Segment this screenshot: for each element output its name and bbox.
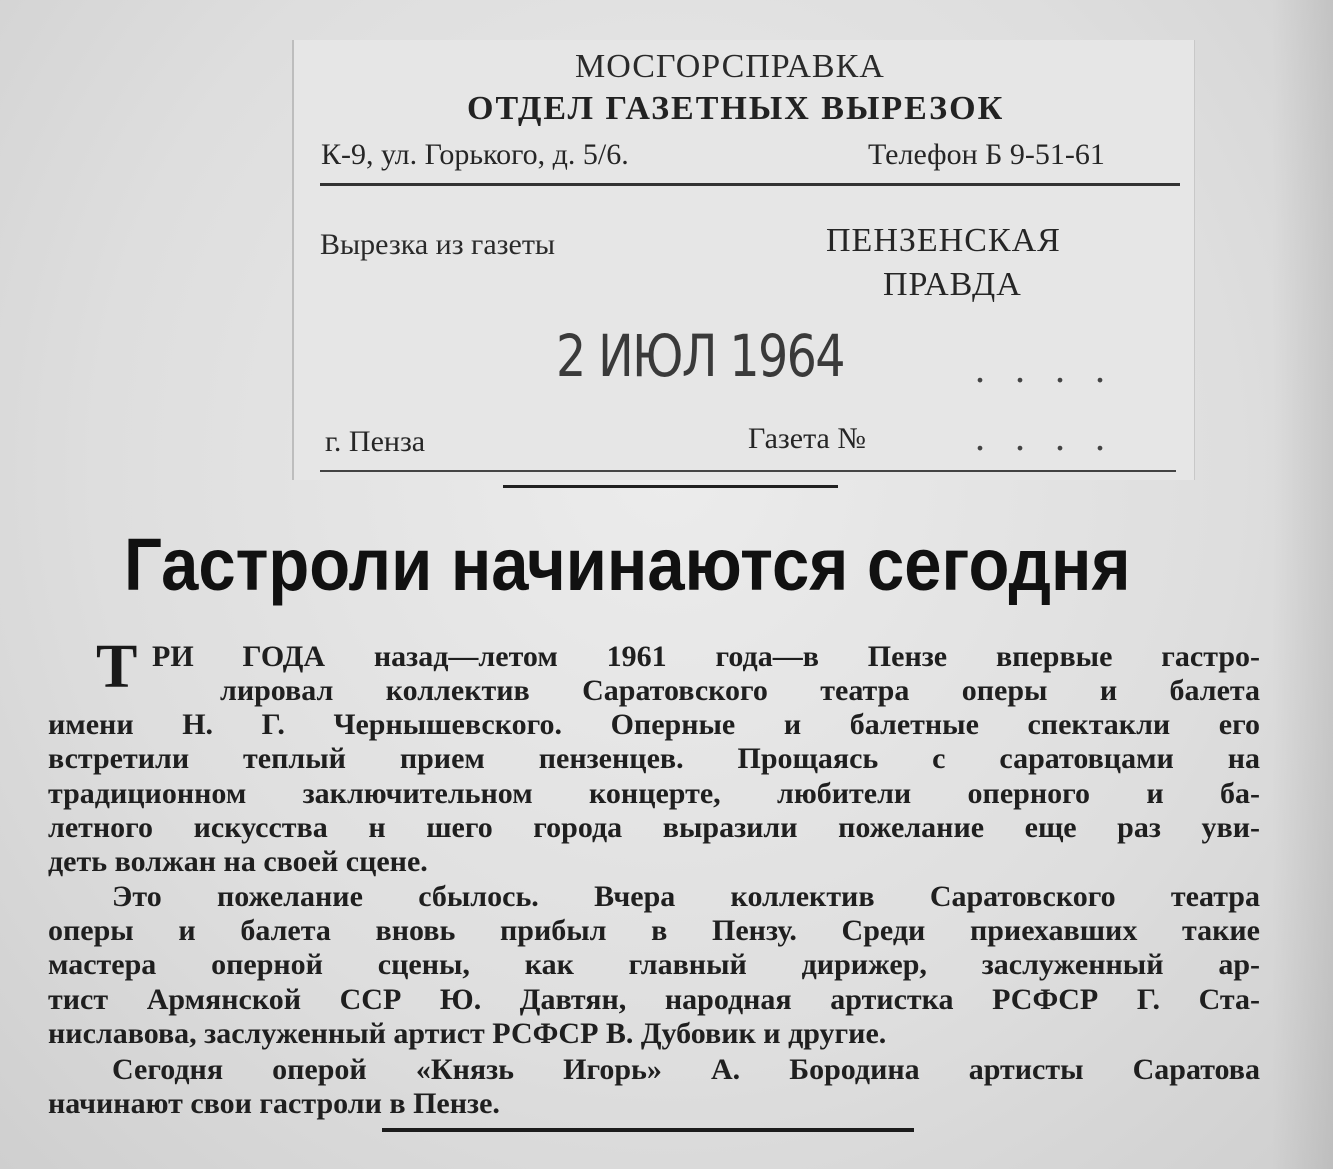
article-line: оперы и балета вновь прибыл в Пензу. Среди приехавших такие	[48, 914, 1260, 947]
city-label: г. Пенза	[325, 425, 426, 458]
newspaper-name-line1: ПЕНЗЕНСКАЯ	[826, 222, 1061, 259]
newspaper-name-line2: ПРАВДА	[883, 266, 1022, 303]
department-name: ОТДЕЛ ГАЗЕТНЫХ ВЫРЕЗОК	[467, 90, 1005, 127]
article-line: летного искусства н шего города выразили пожелание еще раз уви-	[48, 811, 1260, 844]
clip-label: Вырезка из газеты	[320, 228, 556, 261]
bureau-phone: Телефон Б 9-51-61	[868, 138, 1105, 171]
article-line: РИ ГОДА назад—летом 1961 года—в Пензе впервые гастро-	[152, 640, 1260, 673]
article-line: встретили теплый прием пензенцев. Прощаясь с саратовцами на	[48, 742, 1260, 775]
end-rule	[382, 1128, 914, 1132]
article-line: Сегодня оперой «Князь Игорь» А. Бородина артисты Саратова	[112, 1053, 1260, 1086]
article-line: традиционном заключительном концерте, любители оперного и ба-	[48, 777, 1260, 810]
article-line: лировал коллектив Саратовского театра оперы и балета	[220, 674, 1260, 707]
article-line: тист Армянской ССР Ю. Давтян, народная артистка РСФСР Г. Ста-	[48, 983, 1260, 1016]
date-dots: ....	[975, 346, 1135, 391]
bureau-name: МОСГОРСПРАВКА	[575, 48, 885, 85]
divider	[320, 183, 1180, 186]
bureau-address: К-9, ул. Горького, д. 5/6.	[321, 138, 629, 171]
article-line: ниславова, заслуженный артист РСФСР В. Дубовик и другие.	[48, 1017, 887, 1050]
issue-dots: ....	[975, 414, 1135, 459]
divider	[503, 485, 838, 488]
article-headline: Гастроли начинаются сегодня	[124, 523, 1131, 606]
date-stamp: 2 ИЮЛ 1964	[556, 322, 844, 390]
article-line: имени Н. Г. Чернышевского. Оперные и балетные спектакли его	[48, 708, 1260, 741]
article-line: Это пожелание сбылось. Вчера коллектив Саратовского театра	[112, 880, 1260, 913]
page-edge-shadow	[1272, 0, 1333, 1169]
article-line: начинают свои гастроли в Пензе.	[48, 1087, 500, 1120]
article-line: мастера оперной сцены, как главный дирижер, заслуженный ар-	[48, 948, 1260, 981]
issue-number-label: Газета №	[748, 422, 866, 455]
divider	[320, 470, 1176, 472]
article-line: деть волжан на своей сцене.	[48, 845, 428, 878]
drop-cap: Т	[96, 633, 138, 701]
